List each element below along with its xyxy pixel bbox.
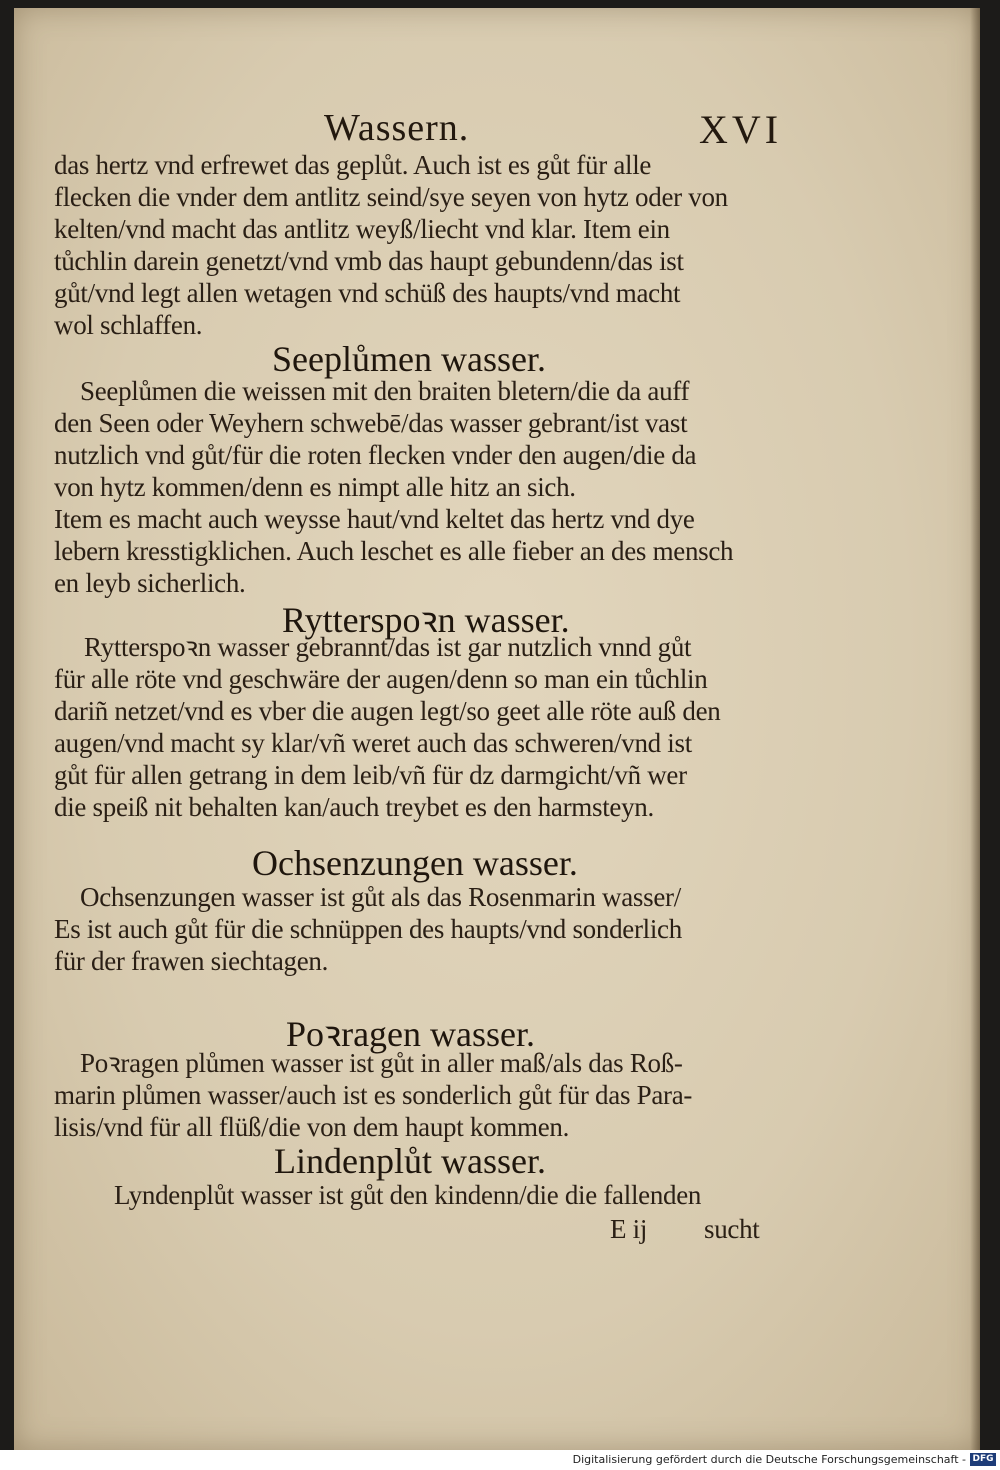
text-line: lebern kresstigklichen. Auch leschet es alle fieber an des mensch bbox=[54, 536, 734, 566]
funding-credit: Digitalisierung gefördert durch die Deutsche Forschungsgemeinschaft - bbox=[572, 1453, 966, 1466]
footer-bar bbox=[0, 1450, 1000, 1470]
book-page bbox=[14, 8, 980, 1450]
text-line: das hertz vnd erfrewet das geplůt. Auch ist es gůt für alle bbox=[54, 150, 652, 180]
section-heading: Ochsenzungen wasser. bbox=[252, 843, 578, 883]
text-line: marin plůmen wasser/auch ist es sonderlich gůt für das Para- bbox=[54, 1080, 693, 1110]
section-heading: Lindenplůt wasser. bbox=[274, 1141, 546, 1181]
text-line: Es ist auch gůt für die schnüppen des haupts/vnd sonderlich bbox=[54, 914, 682, 944]
catchword: sucht bbox=[704, 1214, 760, 1244]
signature-mark: E ij bbox=[610, 1214, 648, 1244]
text-line: augen/vnd macht sy klar/vñ weret auch das schweren/vnd ist bbox=[54, 728, 692, 758]
text-line: gůt/vnd legt allen wetagen vnd schüß des haupts/vnd macht bbox=[54, 278, 681, 308]
dfg-logo: DFG bbox=[970, 1453, 996, 1466]
text-line: für der frawen siechtagen. bbox=[54, 946, 329, 976]
running-head: Wassern. bbox=[324, 107, 470, 149]
text-line: flecken die vnder dem antlitz seind/sye seyen von hytz oder von bbox=[54, 182, 728, 212]
section-heading: Poꝛragen wasser. bbox=[286, 1014, 536, 1054]
text-line: lisis/vnd für all flüß/die von dem haupt kommen. bbox=[54, 1112, 570, 1142]
text-line: en leyb sicherlich. bbox=[54, 568, 246, 598]
section-heading: Rytterspoꝛn wasser. bbox=[282, 600, 570, 640]
text-line: von hytz kommen/denn es nimpt alle hitz an sich. bbox=[54, 472, 576, 502]
text-line: für alle röte vnd geschwäre der augen/denn so man ein tůchlin bbox=[54, 664, 708, 694]
text-line: Lyndenplůt wasser ist gůt den kindenn/die die fallenden bbox=[114, 1180, 702, 1210]
text-line: Rytterspoꝛn wasser gebrannt/das ist gar nutzlich vnnd gůt bbox=[84, 632, 692, 662]
text-line: den Seen oder Weyhern schwebē/das wasser gebrant/ist vast bbox=[54, 408, 688, 438]
folio-number: XVI bbox=[699, 107, 783, 152]
text-line: tůchlin darein genetzt/vnd vmb das haupt gebundenn/das ist bbox=[54, 246, 684, 276]
section-heading: Seeplůmen wasser. bbox=[272, 339, 546, 379]
text-line: kelten/vnd macht das antlitz weyß/liecht vnd klar. Item ein bbox=[54, 214, 670, 244]
text-line: Seeplůmen die weissen mit den braiten bletern/die da auff bbox=[80, 376, 690, 406]
text-line: gůt für allen getrang in dem leib/vñ für dz darmgicht/vñ wer bbox=[54, 760, 687, 790]
text-line: Item es macht auch weysse haut/vnd keltet das hertz vnd dye bbox=[54, 504, 695, 534]
text-line: die speiß nit behalten kan/auch treybet es den harmsteyn. bbox=[54, 792, 654, 822]
text-line: nutzlich vnd gůt/für die roten flecken vnder den augen/die da bbox=[54, 440, 697, 470]
text-line: Ochsenzungen wasser ist gůt als das Rosenmarin wasser/ bbox=[80, 882, 681, 912]
text-line: Poꝛragen plůmen wasser ist gůt in aller maß/als das Roß- bbox=[80, 1048, 683, 1078]
text-line: wol schlaffen. bbox=[54, 310, 203, 340]
text-line: dariñ netzet/vnd es vber die augen legt/so geet alle röte auß den bbox=[54, 696, 721, 726]
